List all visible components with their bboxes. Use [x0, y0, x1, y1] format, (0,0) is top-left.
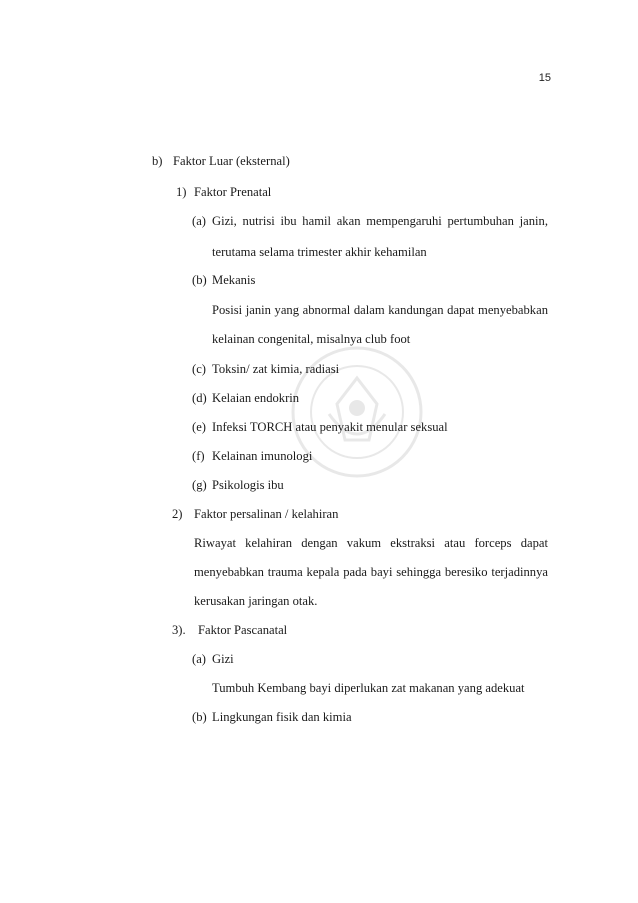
- paragraph-line: menyebabkan trauma kepala pada bayi sehingga beresiko terjadinnya: [194, 565, 548, 579]
- section-heading: b) Faktor Luar (eksternal): [152, 154, 290, 168]
- list-item-text: Posisi janin yang abnormal dalam kandungan dapat menyebabkan: [212, 303, 548, 317]
- list-item: (e) Infeksi TORCH atau penyakit menular seksual: [192, 420, 448, 434]
- list-item: (f) Kelainan imunologi: [192, 449, 313, 463]
- list-item: (a) Gizi: [192, 652, 234, 666]
- paragraph-line: kerusakan jaringan otak.: [194, 594, 318, 608]
- page-number: 15: [538, 72, 551, 84]
- list-item: (g) Psikologis ibu: [192, 478, 284, 492]
- list-item-text: kelainan congenital, misalnya club foot: [212, 332, 411, 346]
- list-item: (b) Lingkungan fisik dan kimia: [192, 710, 352, 724]
- list-item: (b) Mekanis: [192, 273, 256, 287]
- list-item-text: terutama selama trimester akhir kehamilan: [212, 245, 427, 259]
- list-item: (a): [192, 214, 206, 228]
- pascanatal-heading: 3). Faktor Pascanatal: [172, 623, 288, 637]
- paragraph-line: Riwayat kelahiran dengan vakum ekstraksi atau forceps dapat: [194, 536, 548, 550]
- persalinan-heading: 2) Faktor persalinan / kelahiran: [172, 507, 339, 521]
- list-item: (d) Kelaian endokrin: [192, 391, 300, 405]
- prenatal-heading: 1) Faktor Prenatal: [176, 185, 272, 199]
- list-item-text: Gizi, nutrisi ibu hamil akan mempengaruhi pertumbuhan janin,: [212, 214, 548, 228]
- list-item-text: Tumbuh Kembang bayi diperlukan zat makanan yang adekuat: [212, 681, 525, 695]
- list-item: (c) Toksin/ zat kimia, radiasi: [192, 362, 340, 376]
